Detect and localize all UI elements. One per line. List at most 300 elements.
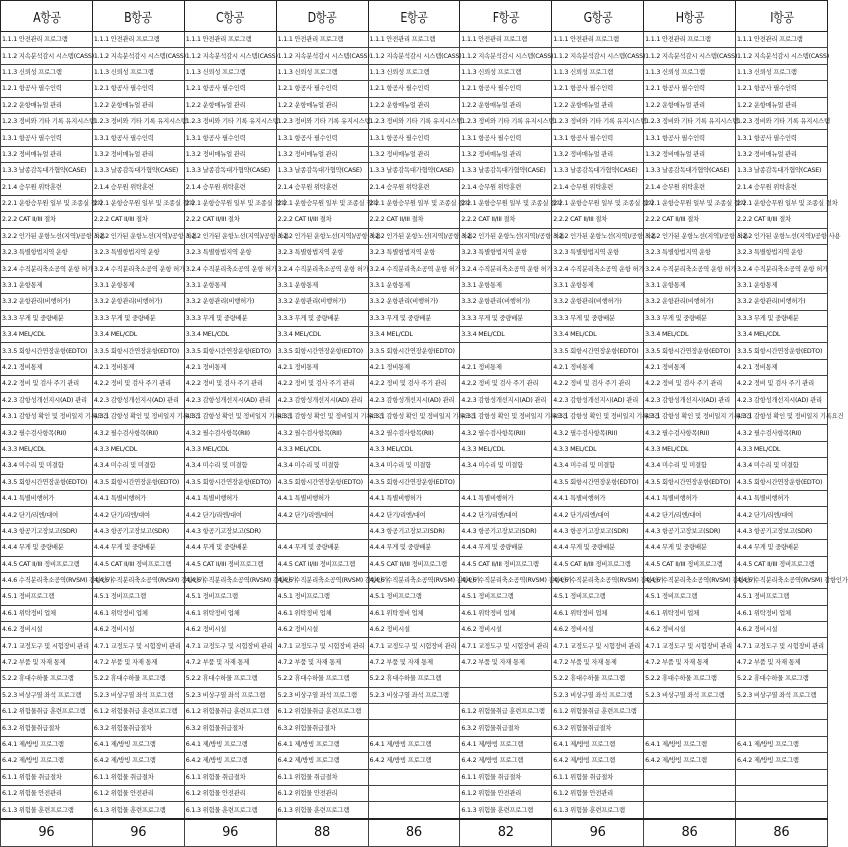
table-cell: 4.2.2 정비 및 검사 주기 관리 [460,376,552,392]
table-cell: 4.3.4 미수리 및 미결함 [276,458,368,474]
table-cell: 6.1.2 위험물취급 훈련프로그램 [276,704,368,720]
table-cell: 4.4.6 수직분리축소공역(RVSM) 감항인가 [736,572,828,588]
table-cell: 4.6.1 위탁정비 업체 [460,605,552,621]
table-cell: 6.4.1 제/방빙 프로그램 [644,736,736,752]
table-cell: 4.3.2 필수검사항목(RII) [368,425,460,441]
table-cell: 4.6.1 위탁정비 업체 [92,605,184,621]
table-cell: 2.2.2 CAT II/III 절차 [460,212,552,228]
table-row [1,81,828,97]
table-row [1,64,828,80]
table-cell: 6.3.2 위험물취급절차 [552,720,644,736]
table-cell: 1.3.1 항공사 필수인력 [368,130,460,146]
table-cell: 6.4.1 제/방빙 프로그램 [552,736,644,752]
header-row [1,1,828,32]
table-cell: 1.2.1 항공사 필수인력 [276,81,368,97]
table-cell: 4.4.2 단기/리엔/대여 [552,507,644,523]
table-cell: 6.4.2 제/방빙 프로그램 [552,753,644,769]
table-cell: 4.2.1 정비통제 [736,359,828,375]
table-cell: 4.4.5 CAT II/III 정비프로그램 [644,556,736,572]
table-cell: 1.2.1 항공사 필수인력 [552,81,644,97]
table-cell: 4.3.4 미수리 및 미결함 [92,458,184,474]
table-cell: 4.3.1 감항성 확인 및 정비일지 기록요건 [92,408,184,424]
table-cell: 1.2.2 운항매뉴얼 관리 [92,97,184,113]
table-cell: 1.2.2 운항매뉴얼 관리 [276,97,368,113]
table-cell: 4.2.2 정비 및 검사 주기 관리 [184,376,276,392]
table-cell: 1.1.1 안전관리 프로그램 [184,32,276,48]
table-cell: 4.3.4 미수리 및 미결함 [736,458,828,474]
table-cell: 1.2.3 정비와 기타 기록 유지시스템 [460,113,552,129]
table-cell: 3.3.3 무게 및 중량배분 [276,310,368,326]
table-cell: 4.2.3 감항성개선지시(AD) 관리 [368,392,460,408]
table-cell: 4.3.5 회항시간연장운항(EDTO) [644,474,736,490]
table-cell: 4.4.3 항공기고장보고(SDR) [552,523,644,539]
table-cell: 1.2.1 항공사 필수인력 [644,81,736,97]
table-cell: 4.5.1 정비프로그램 [184,589,276,605]
table-cell: 2.1.4 승무원 위탁훈련 [1,179,93,195]
column-header-6: F항공 [467,1,545,32]
table-row [1,704,828,720]
table-cell: 1.3.1 항공사 필수인력 [460,130,552,146]
table-cell: 4.5.1 정비프로그램 [1,589,93,605]
table-cell: 5.2.3 비상구열 좌석 프로그램 [1,687,93,703]
table-cell: 2.2.2 CAT II/III 절차 [92,212,184,228]
table-row [1,441,828,457]
table-cell: 6.4.1 제/방빙 프로그램 [184,736,276,752]
table-cell: 5.2.2 휴대수하물 프로그램 [736,671,828,687]
table-cell: 1.2.1 항공사 필수인력 [736,81,828,97]
table-cell: 4.5.1 정비프로그램 [276,589,368,605]
table-cell: 1.2.3 정비와 기타 기록 유지시스템 [1,113,93,129]
table-cell: 4.7.2 부품 및 자재 통제 [184,654,276,670]
table-cell: 4.4.4 무게 및 중량배분 [736,540,828,556]
table-cell: 3.3.4 MEL/CDL [92,327,184,343]
table-cell: 3.3.2 운항관리(비행허가) [1,294,93,310]
table-cell: 1.3.1 항공사 필수인력 [1,130,93,146]
column-header-9: I항공 [742,1,820,32]
table-cell: 2.2.2 CAT II/III 절차 [644,212,736,228]
table-cell: 3.3.1 운항통제 [1,277,93,293]
table-cell: 3.3.2 운항관리(비행허가) [552,294,644,310]
table-cell: 1.3.2 정비매뉴얼 관리 [368,146,460,162]
table-cell: 6.4.2 제/방빙 프로그램 [1,753,93,769]
table-cell: 1.2.3 정비와 기타 기록 유지시스템 [276,113,368,129]
table-cell: 3.3.2 운항관리(비행허가) [368,294,460,310]
table-cell: 3.2.4 수직분리축소공역 운항 허가 [460,261,552,277]
table-cell: 3.2.2 인가된 운항노선(지역)/공항 사용 [736,228,828,244]
table-cell: 5.2.2 휴대수하물 프로그램 [92,671,184,687]
totals-row [1,819,828,847]
table-cell: 3.2.3 특별항법지역 운항 [1,245,93,261]
table-cell: 4.3.3 MEL/CDL [552,441,644,457]
table-cell [460,343,552,359]
table-cell: 4.7.1 교정도구 및 시험장비 관리 [460,638,552,654]
table-row [1,638,828,654]
table-cell: 4.3.3 MEL/CDL [644,441,736,457]
table-cell: 5.2.3 비상구열 좌석 프로그램 [736,687,828,703]
table-cell: 2.2.1 운항승무원 일부 및 조종실 절차 [368,195,460,211]
table-cell: 3.2.3 특별항법지역 운항 [276,245,368,261]
table-cell: 4.6.1 위탁정비 업체 [276,605,368,621]
total-count-cell: 82 [460,819,552,847]
table-cell: 1.3.1 항공사 필수인력 [736,130,828,146]
table-cell: 1.3.3 날종감독대가협약(CASE) [736,163,828,179]
table-cell: 1.3.3 날종감독대가협약(CASE) [276,163,368,179]
table-cell: 1.1.2 지속분석감시 시스템(CASS) [644,48,736,64]
table-cell: 3.3.5 회항시간연장운항(EDTO) [184,343,276,359]
table-cell [644,704,736,720]
table-cell: 4.4.5 CAT II/III 정비프로그램 [1,556,93,572]
table-cell: 3.2.4 수직분리축소공역 운항 허가 [184,261,276,277]
table-cell [644,785,736,801]
table-cell: 3.3.1 운항통제 [92,277,184,293]
table-cell: 4.4.1 특별비행허가 [276,490,368,506]
table-cell: 4.3.2 필수검사항목(RII) [552,425,644,441]
table-row [1,146,828,162]
table-cell: 3.3.4 MEL/CDL [736,327,828,343]
table-cell: 1.3.2 정비매뉴얼 관리 [184,146,276,162]
table-cell: 2.2.2 CAT II/III 절차 [1,212,93,228]
table-cell: 2.1.4 승무원 위탁훈련 [552,179,644,195]
table-cell [460,687,552,703]
table-cell: 3.2.2 인가된 운항노선(지역)/공항 사용 [184,228,276,244]
table-cell: 4.2.2 정비 및 검사 주기 관리 [92,376,184,392]
table-cell: 4.4.4 무게 및 중량배분 [552,540,644,556]
table-cell: 4.3.5 회항시간연장운항(EDTO) [1,474,93,490]
table-cell: 1.2.3 정비와 기타 기록 유지시스템 [184,113,276,129]
table-cell: 2.2.1 운항승무원 일부 및 조종실 절차 [552,195,644,211]
table-cell: 3.3.4 MEL/CDL [184,327,276,343]
table-row [1,507,828,523]
table-cell: 4.3.3 MEL/CDL [1,441,93,457]
table-cell: 2.2.2 CAT II/III 절차 [184,212,276,228]
table-cell: 4.2.3 감항성개선지시(AD) 관리 [92,392,184,408]
table-cell: 3.3.4 MEL/CDL [460,327,552,343]
table-cell: 6.1.3 위험물 훈련프로그램 [276,802,368,819]
total-count-cell: 96 [1,819,93,847]
table-row [1,769,828,785]
table-cell: 6.3.2 위험물취급절차 [184,720,276,736]
table-row [1,32,828,48]
table-cell: 4.2.1 정비통제 [1,359,93,375]
table-cell: 3.2.2 인가된 운항노선(지역)/공항 사용 [460,228,552,244]
table-cell: 4.4.3 항공기고장보고(SDR) [1,523,93,539]
table-cell: 6.4.1 제/방빙 프로그램 [1,736,93,752]
table-cell: 6.1.1 위험물 취급절차 [276,769,368,785]
table-cell: 3.2.3 특별항법지역 운항 [552,245,644,261]
table-cell: 3.3.3 무게 및 중량배분 [92,310,184,326]
table-cell: 3.2.4 수직분리축소공역 운항 허가 [552,261,644,277]
table-cell: 1.1.3 신뢰성 프로그램 [368,64,460,80]
table-cell: 4.6.1 위탁정비 업체 [368,605,460,621]
table-cell [368,785,460,801]
table-cell: 6.1.2 위험물 안전관리 [1,785,93,801]
table-cell: 4.2.2 정비 및 검사 주기 관리 [368,376,460,392]
table-cell: 4.2.1 정비통제 [644,359,736,375]
table-cell: 6.3.2 위험물취급절차 [460,720,552,736]
table-cell: 4.5.1 정비프로그램 [552,589,644,605]
table-cell: 4.3.5 회항시간연장운항(EDTO) [552,474,644,490]
table-cell: 6.4.1 제/방빙 프로그램 [460,736,552,752]
table-cell [368,720,460,736]
table-cell: 4.3.5 회항시간연장운항(EDTO) [184,474,276,490]
table-cell: 4.7.2 부품 및 자재 통제 [552,654,644,670]
table-cell: 4.7.2 부품 및 자재 통제 [368,654,460,670]
table-cell: 1.3.3 날종감독대가협약(CASE) [368,163,460,179]
table-cell: 3.2.2 인가된 운항노선(지역)/공항 사용 [644,228,736,244]
table-cell: 4.4.3 항공기고장보고(SDR) [368,523,460,539]
table-cell: 2.2.1 운항승무원 일부 및 조종실 절차 [92,195,184,211]
table-row [1,736,828,752]
table-row [1,212,828,228]
total-count-cell: 96 [552,819,644,847]
table-cell: 4.6.1 위탁정비 업체 [736,605,828,621]
table-cell: 1.2.3 정비와 기타 기록 유지시스템 [92,113,184,129]
table-cell: 1.1.2 지속분석감시 시스템(CASS) [460,48,552,64]
table-cell: 4.3.4 미수리 및 미결함 [552,458,644,474]
table-cell [460,474,552,490]
table-cell: 3.3.2 운항관리(비행허가) [644,294,736,310]
table-cell: 3.2.4 수직분리축소공역 운항 허가 [1,261,93,277]
table-cell: 6.1.2 위험물취급 훈련프로그램 [460,704,552,720]
table-cell: 4.3.1 감항성 확인 및 정비일지 기록요건 [552,408,644,424]
table-cell: 4.7.1 교정도구 및 시험장비 관리 [184,638,276,654]
table-row [1,654,828,670]
table-row [1,540,828,556]
table-cell: 1.2.2 운항매뉴얼 관리 [368,97,460,113]
table-cell: 4.4.6 수직분리축소공역(RVSM) 감항인가 [368,572,460,588]
table-cell: 3.3.1 운항통제 [460,277,552,293]
table-cell: 1.3.2 정비매뉴얼 관리 [460,146,552,162]
table-cell: 4.5.1 정비프로그램 [736,589,828,605]
table-cell: 1.3.3 날종감독대가협약(CASE) [1,163,93,179]
table-cell: 6.1.2 위험물 안전관리 [460,785,552,801]
table-row [1,425,828,441]
table-row [1,589,828,605]
table-cell: 1.2.2 운항매뉴얼 관리 [736,97,828,113]
table-cell: 1.3.1 항공사 필수인력 [644,130,736,146]
table-cell: 1.1.3 신뢰성 프로그램 [460,64,552,80]
table-row [1,343,828,359]
table-cell: 4.3.4 미수리 및 미결함 [644,458,736,474]
table-cell: 4.3.2 필수검사항목(RII) [92,425,184,441]
table-cell: 4.6.1 위탁정비 업체 [1,605,93,621]
table-cell: 4.4.4 무게 및 중량배분 [184,540,276,556]
table-cell: 6.4.2 제/방빙 프로그램 [184,753,276,769]
table-cell: 4.5.1 정비프로그램 [460,589,552,605]
table-cell: 1.1.2 지속분석감시 시스템(CASS) [92,48,184,64]
table-cell [276,523,368,539]
table-cell: 4.3.5 회항시간연장운항(EDTO) [368,474,460,490]
table-cell: 3.3.2 운항관리(비행허가) [460,294,552,310]
table-cell: 6.4.1 제/방빙 프로그램 [368,736,460,752]
table-cell: 5.2.3 비상구열 좌석 프로그램 [552,687,644,703]
table-row [1,359,828,375]
table-cell: 3.3.4 MEL/CDL [1,327,93,343]
table-row [1,130,828,146]
table-cell: 3.2.3 특별항법지역 운항 [736,245,828,261]
table-cell: 6.4.2 제/방빙 프로그램 [276,753,368,769]
table-cell: 4.3.2 필수검사항목(RII) [184,425,276,441]
table-row [1,572,828,588]
table-cell: 1.1.1 안전관리 프로그램 [92,32,184,48]
table-row [1,294,828,310]
table-cell: 5.2.2 휴대수하물 프로그램 [1,671,93,687]
table-cell: 4.3.3 MEL/CDL [276,441,368,457]
table-cell: 2.2.1 운항승무원 일부 및 조종실 절차 [644,195,736,211]
table-cell: 6.1.2 위험물취급 훈련프로그램 [552,704,644,720]
table-cell: 4.7.2 부품 및 자재 통제 [736,654,828,670]
table-cell: 2.1.4 승무원 위탁훈련 [184,179,276,195]
table-cell: 2.2.1 운항승무원 일부 및 조종실 절차 [184,195,276,211]
table-cell: 4.3.2 필수검사항목(RII) [460,425,552,441]
table-row [1,195,828,211]
table-cell: 3.2.3 특별항법지역 운항 [368,245,460,261]
table-cell: 1.2.3 정비와 기타 기록 유지시스템 [736,113,828,129]
table-cell: 4.4.6 수직분리축소공역(RVSM) 감항인가 [92,572,184,588]
table-cell: 4.2.3 감항성개선지시(AD) 관리 [552,392,644,408]
table-cell: 4.4.2 단기/리엔/대여 [644,507,736,523]
table-cell: 4.2.3 감항성개선지시(AD) 관리 [184,392,276,408]
table-cell: 4.4.1 특별비행허가 [92,490,184,506]
table-cell: 5.2.2 휴대수하물 프로그램 [184,671,276,687]
table-cell: 1.3.3 날종감독대가협약(CASE) [92,163,184,179]
table-cell: 4.4.2 단기/리엔/대여 [276,507,368,523]
table-cell: 4.4.3 항공기고장보고(SDR) [184,523,276,539]
table-cell: 1.3.2 정비매뉴얼 관리 [276,146,368,162]
table-cell: 4.4.3 항공기고장보고(SDR) [736,523,828,539]
table-cell: 4.3.3 MEL/CDL [460,441,552,457]
column-header-3: C항공 [191,1,269,32]
table-row [1,245,828,261]
table-cell: 4.6.2 정비시설 [1,622,93,638]
table-row [1,474,828,490]
table-cell: 4.7.2 부품 및 자재 통제 [644,654,736,670]
table-cell: 4.2.2 정비 및 검사 주기 관리 [644,376,736,392]
table-cell: 3.3.5 회항시간연장운항(EDTO) [1,343,93,359]
table-cell: 4.6.2 정비시설 [368,622,460,638]
table-cell: 4.3.1 감항성 확인 및 정비일지 기록요건 [368,408,460,424]
table-cell: 4.4.2 단기/리엔/대여 [184,507,276,523]
table-cell: 3.2.2 인가된 운항노선(지역)/공항 사용 [368,228,460,244]
table-cell: 3.3.1 운항통제 [552,277,644,293]
table-cell: 3.2.3 특별항법지역 운항 [92,245,184,261]
table-cell: 5.2.3 비상구열 좌석 프로그램 [92,687,184,703]
table-cell: 1.3.1 항공사 필수인력 [552,130,644,146]
table-cell [644,802,736,819]
table-cell: 5.2.2 휴대수하물 프로그램 [644,671,736,687]
table-cell: 1.1.2 지속분석감시 시스템(CASS) [368,48,460,64]
table-cell: 1.2.2 운항매뉴얼 관리 [644,97,736,113]
table-cell: 6.1.1 위험물 취급절차 [92,769,184,785]
table-cell: 1.1.1 안전관리 프로그램 [736,32,828,48]
table-cell: 1.3.3 날종감독대가협약(CASE) [460,163,552,179]
table-cell: 6.3.2 위험물취급절차 [92,720,184,736]
table-cell: 4.3.4 미수리 및 미결함 [368,458,460,474]
table-cell: 6.1.2 위험물취급 훈련프로그램 [184,704,276,720]
column-header-5: E항공 [375,1,453,32]
table-cell: 5.2.3 비상구열 좌석 프로그램 [368,687,460,703]
table-cell: 1.3.3 날종감독대가협약(CASE) [552,163,644,179]
table-cell: 1.3.3 날종감독대가협약(CASE) [184,163,276,179]
table-cell: 4.4.5 CAT II/III 정비프로그램 [736,556,828,572]
table-cell: 1.1.1 안전관리 프로그램 [276,32,368,48]
table-row [1,605,828,621]
table-cell: 1.2.2 운항매뉴얼 관리 [184,97,276,113]
table-cell: 4.6.2 정비시설 [644,622,736,638]
table-cell: 4.2.1 정비통제 [276,359,368,375]
table-cell: 1.1.1 안전관리 프로그램 [368,32,460,48]
table-cell: 4.4.2 단기/리엔/대여 [736,507,828,523]
table-row [1,48,828,64]
column-header-8: H항공 [651,1,729,32]
table-cell: 4.4.1 특별비행허가 [644,490,736,506]
table-cell: 6.4.1 제/방빙 프로그램 [736,736,828,752]
table-cell: 3.2.4 수직분리축소공역 운항 허가 [736,261,828,277]
table-row [1,163,828,179]
table-cell: 4.2.1 정비통제 [368,359,460,375]
table-cell: 6.3.2 위험물취급절차 [276,720,368,736]
table-cell: 4.4.6 수직분리축소공역(RVSM) 감항인가 [552,572,644,588]
table-cell: 4.6.2 정비시설 [736,622,828,638]
table-cell: 4.3.5 회항시간연장운항(EDTO) [92,474,184,490]
table-cell: 3.2.3 특별항법지역 운항 [184,245,276,261]
table-cell: 3.3.3 무게 및 중량배분 [736,310,828,326]
table-cell: 1.1.2 지속분석감시 시스템(CASS) [552,48,644,64]
table-cell: 3.3.3 무게 및 중량배분 [552,310,644,326]
table-row [1,622,828,638]
table-cell: 3.3.5 회항시간연장운항(EDTO) [276,343,368,359]
table-cell [368,704,460,720]
table-cell: 1.2.3 정비와 기타 기록 유지시스템 [368,113,460,129]
table-cell: 4.6.2 정비시설 [184,622,276,638]
table-cell: 3.2.3 특별항법지역 운항 [460,245,552,261]
table-cell: 1.1.2 지속분석감시 시스템(CASS) [276,48,368,64]
table-cell: 6.4.2 제/방빙 프로그램 [460,753,552,769]
table-cell: 4.3.3 MEL/CDL [368,441,460,457]
table-cell: 3.3.4 MEL/CDL [276,327,368,343]
table-cell: 6.1.3 위험물 훈련프로그램 [460,802,552,819]
table-cell: 6.1.1 위험물 취급절차 [184,769,276,785]
table-cell: 4.4.1 특별비행허가 [552,490,644,506]
table-row [1,671,828,687]
table-cell: 4.4.5 CAT II/III 정비프로그램 [460,556,552,572]
table-cell: 3.3.5 회항시간연장운항(EDTO) [736,343,828,359]
table-row [1,753,828,769]
table-cell: 4.4.5 CAT II/III 정비프로그램 [184,556,276,572]
table-row [1,310,828,326]
table-cell: 4.3.1 감항성 확인 및 정비일지 기록요건 [736,408,828,424]
table-cell: 6.1.1 위험물 취급절차 [460,769,552,785]
table-cell: 4.4.3 항공기고장보고(SDR) [644,523,736,539]
table-cell: 4.5.1 정비프로그램 [92,589,184,605]
table-row [1,523,828,539]
table-cell: 3.3.1 운항통제 [184,277,276,293]
table-cell [736,704,828,720]
table-cell: 6.4.2 제/방빙 프로그램 [736,753,828,769]
table-cell: 4.7.1 교정도구 및 시험장비 관리 [276,638,368,654]
table-cell: 4.4.6 수직분리축소공역(RVSM) 감항인가 [460,572,552,588]
table-cell: 3.3.1 운항통제 [276,277,368,293]
table-cell: 4.4.4 무게 및 중량배분 [276,540,368,556]
table-cell: 4.4.3 항공기고장보고(SDR) [460,523,552,539]
table-cell: 2.1.4 승무원 위탁훈련 [736,179,828,195]
table-row [1,408,828,424]
table-cell: 5.2.3 비상구열 좌석 프로그램 [644,687,736,703]
table-cell [460,671,552,687]
table-row [1,179,828,195]
table-cell: 4.4.5 CAT II/III 정비프로그램 [276,556,368,572]
table-cell: 4.6.1 위탁정비 업체 [644,605,736,621]
